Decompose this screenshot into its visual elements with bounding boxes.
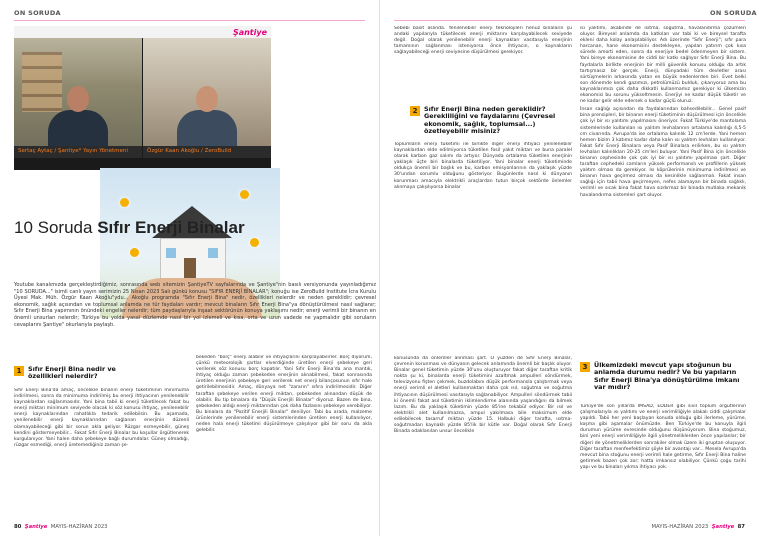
santiye-logo: Şantiye xyxy=(232,28,267,37)
page-number: 87 xyxy=(737,524,745,530)
question-2 xyxy=(410,106,568,136)
top-rule xyxy=(14,20,365,21)
body-text: Sebebi basit aslında. Yenilenebilir enerji teknolojileri henüz binaların şu andaki yapılarıyla tüketilecek enerji miktarını karşılayabilecek seviyede değil. Doğal olarak yenilenebilir enerji kaynakları vasıtasıyla enerjinin tamamının sağlanması isteniyorsa önce ihtiyacın, o kaynakların sağlayabileceği enerji seviyesine düşürülmesi gerekiyor. xyxy=(394,26,572,56)
video-thumbnail xyxy=(14,26,271,170)
title-bold: Sıfır Enerji Binalar xyxy=(97,218,245,237)
energy-pin-icon xyxy=(130,248,139,257)
video-tile-host xyxy=(14,38,142,158)
body-text: konusunda da önlemler alınması şart. O yüzden de Sıfır Enerji Binalar, çevrenin korunması ve dünyanın gelecek anlamında önemli bir başlık oluyor. Binalar genel tüketimin yüzde 30'unu oluşturuyor fakat diğer taraftan kritik nokta şu ki, binalarda enerji tüketimini azaltmak ampulleri söndürmek, televizyonu fişten çekmek, buzdolabını düşük performansla çalıştırmak veya enerji verimli el aletleri kullanmaktan daha çok ısıl, soğutma ve soğutma ihtiyacının düşürülmesi vasıtasıyla sağlanabiliyor. Ampulleri söndürmek tabii ki önemli fakat asıl tüketimin iklimlendirme alanında yaşandığını da bilmek lazım. Bu da yaklaşık tüketimin yüzde 85'ine tekabül ediyor. Bir ısıl ve elektrikli alet kullanılmazsa, ampul yakılmasa bile maksimum elde edilebilecek tasarruf miktarı yüzde 15. Halbuki diğer tarafta, ısıtma-soğutmadan kaynaklı yüzde 85'lik bir kütle var. Doğal olarak Sıfır Enerji Binada odaklanılan unsur öncelikle xyxy=(394,356,572,435)
question-3 xyxy=(580,362,746,392)
left-footer xyxy=(14,524,108,530)
top-rule xyxy=(394,20,745,21)
body-text: İnsan sağlığı açısından da faydalarından bahsedilebilir... Genel pasif bina prensipleri, bir binanın enerji tüketiminin düşürülmesi için öncelikle çok iyi bir ısı yalıtımı yapılmasını öneriyor. Fakat Türkiye'de mantolama sistemlerinde kullanılan ısı yalıtım levhalarının ortalama kalınlığı 4,5-5 cm civarında. Avrupa'da ise ortalama kalınlık 12 cm'lerde. Yani hemen hemen bizim 3 katımız kadar daha kalın ısı yalıtım levhaları kullanılıyor. Fakat Sıfır Enerji Binalara veya Pasif Binalara erilirken, bu ısı yalıtım levhaları kalınlıkları 20-25 cm'leri buluyor. Yani Pasif Bina için öncelikle binanın cephesinde çok çok iyi bir ısı yalıtımı yapılması şart. Diğer taraftan cephedeki camların yüksek performanslı ve profillerin yüksek yalıtım olması da gerekiyor. Isı köprülerinin minimuma indirilmesi ve binanın hava geçirmez olması da kesinlikle sağlanmalı. Fakat insan sağlığı için tabii hava geçirmeyen, nefes alamayan bir binada sağlıklı, verimli ve sıcak bina fakat hava sızdırmaz bir binada mutlaka mekanik havalandırma sistemleri şart oluyor. xyxy=(580,107,746,198)
body-text: ısı yalıtımı, akabinde de ısıtma, soğutma, havalandırma çözümleri oluyor. Bireysel anlamda da katkıları var tabi ki ve bireysel tarafta ekleni daha kolay anlaşılabiliyor. Adı üzerinde "Sıfır Enerji"; sıfır para harcanan, hane ekonomisini destekleyen, yapılan yatırım çok kısa sürede amorti eden, sonra da enerjiye bedel ödenmeyen bir sistem. Yani bireye ekonomisine de ciddi bir katkı sağlıyor Sıfır Enerji Bina. Bu faydalarla birlikte enerjinin bir milli güvenlik konusu olduğu da artık tartışmasız bir gerçek. Enerji, dünyadaki tüm devletler arası sürtüşmelerin arkasında yatan en büyük nedenlerden biri. Evet belki son dönemde kendi gazımızı, petrolümüzü bulduk, çıkarıyoruz ama bu kaynaklarımızı çok daha dikkatli kullanmamız gerekiyor ki ülkemizin ekonomisi bu sorunu yükseltmesin. Enerjiyi ne kadar düşük tüketir ve ne kadar gelir elde edersek o kadar güçlü oluruz. xyxy=(580,26,746,105)
guest-name: Özgür Kaan Akoğlu / ZeroBuild xyxy=(147,148,232,154)
right-col1-top xyxy=(394,26,572,84)
article-title xyxy=(14,218,245,238)
section-tag: ON SORUDA xyxy=(14,9,61,17)
host-name-bar xyxy=(14,146,142,158)
right-col2-bottom xyxy=(580,404,746,512)
question-number: 3 xyxy=(580,362,590,372)
section-tag: ON SORUDA xyxy=(710,9,757,17)
intro-text: Youtube kanalımızda gerçekleştirdiğimiz, sonrasında web sitemizin ŞantiyeTV sayfalarında ve Şantiye"nin basılı versiyonunda yayınladığımız "10 SORUDA..." isimli canlı yayın serimizin 25 Nisan 2023 Salı günkü konusu "SIFIR ENERJİ BİNALAR"; konuğu ise ZeroBuild Institute İcra Kurulu Üyesi Mak. Müh. Özgür Kaan Akoğlu"ydu... Akoğlu programda "Sıfır Enerji Bina" nedir, özellikleri nelerdir ve neden gereklidir; çevresel ekonomik, sağlık açısından ve toplumsal anlamda ne tür faydaları vardır; mevcut binaların Sıfır Enerji Bina"ya dönüştürülmesi nasıl sağlanır; Sıfır Enerji Bina yapımının önündeki engeller nelerdir; tüm paydaşlarıyla inşaat sektörünün konuya yaklaşımı nedir; enerji verimli bir binanın en önemli unsurları nelerdir; Türkiye bu yolda yasal düzlemde nasıl bir yol izlemeli ve kısa, orta ve uzun vadede ne yapmalıdır gibi soruların cevaplarını Şantiye" okurlarıyla paylaştı. xyxy=(14,282,376,328)
question-text: Sıfır Enerji Bina nedir ve özellikleri nelerdir? xyxy=(28,365,116,381)
host-name: Sertaç Aytaç / Şantiye* Yayın Yönetmeni xyxy=(18,148,128,154)
right-col1-mid xyxy=(394,142,572,242)
title-light: 10 Soruda xyxy=(14,218,93,237)
left-column-text xyxy=(14,388,189,510)
footer-date: MAYIS-HAZİRAN 2023 xyxy=(651,524,709,530)
question-1 xyxy=(14,366,124,381)
house-window xyxy=(208,248,218,258)
right-footer xyxy=(651,524,745,530)
middle-column-text xyxy=(196,355,372,510)
question-text: Sıfır Enerji Bina neden gereklidir? Gerekliliğini ve faydalarını (Çevresel ekonomik, sağlık, toplumsal...) özetleyebilir misiniz? xyxy=(424,105,556,136)
page-number: 80 xyxy=(14,524,22,530)
energy-pin-icon xyxy=(240,190,249,199)
energy-pin-icon xyxy=(120,198,129,207)
footer-date: MAYIS-HAZİRAN 2023 xyxy=(50,524,108,530)
intro-paragraph xyxy=(14,282,376,330)
question-number: 2 xyxy=(410,106,420,116)
body-text: Sıfır Enerji Bina'da amaç, öncelikle binanın enerji tüketiminin minimuma indirilmesi, sonra da minimuma indirilmiş bu enerji ihtiyacının yenilenebilir kaynaklardan sağlanmasıdır. Yani bina tabii ki enerji tüketilecek fakat bu enerji miktarı minimum seviyede olacak ki söz konusu ihtiyaç, yenilenebilir enerji kaynaklarından rahatlıkla tedarik edilebilsin. Bu aşamada, yenilenebilir enerji kaynaklarından sağlanan enerjinin düzenli olamayabileceği gibi bir sorun akla geliyor. Rüzgar esmeyebilir, güneş kendini göstermeyebilir... Fakat Sıfır Enerji Binalar bu koşullar örgütlenerek kurgulanıyor. Yani halen daha şebekeye bağlı durumdalar. Güneş olmadığı, rüzgar esmediği, enerji üretemediğiniz zaman şe- xyxy=(14,388,189,448)
energy-pin-icon xyxy=(250,238,259,247)
guest-name-bar xyxy=(143,146,271,158)
right-col1-bottom xyxy=(394,356,572,510)
left-page xyxy=(0,0,379,536)
video-tile-guest xyxy=(143,38,271,158)
footer-brand: Şantiye xyxy=(24,524,48,530)
body-text: bekeden "borç" enerji alabilir ve ihtiyaçlarını karşılayabilirler. Borç diyorum, çünkü meteorolojik şartlar elverdiğinde üretilen enerji şebekeye geri verilerek söz konusu borç kapatılır. Yani Sıfır Enerji Bina'da ana mantık, ihtiyaç olduğu zaman şebekeden enerjinin alınabilmesi, fakat sonrasında üretilen enerjinin şebekeye geri verilerek net enerji bilançosunun sıfır hale getirilebilmesidir. Amaç, dünyaya net "zararın" sıfıra indirilmesidir. Diğer taraftan şebekeye verilen enerji miktarı, şebekeden alınandan düşük de olabilir. Bu tip binalara da "Düşük Enerjili Binalar" diyoruz. Bazen de bina, şebekeden aldığı enerji miktarından çok daha fazlasını şebekeye verebiliyor. Bu binalara da "Pozitif Enerjili Binalar" deniliyor. Tabi bu arada, malzeme ürünlerinde yenilenebilir enerji sistemlerinden üretilen enerji kullanılıyor, neden hala enerji tüketimi düşürülmeye çalışılıyor gibi bir soru da akla gelebilir. xyxy=(196,355,372,434)
body-text: Toplumların enerji tüketimi ile birlikte diğer enerji ihtiyacı yenilenebilir kaynaklardan elde edilmiyorsa tüketilen fosil yakıt miktarı ve buna paralel olarak karbon gaz salımı da artıyor. Dünyada ortalama tüketilen enerjinin yaklaşık üçte biri binalarda tüketiliyor. Yani binalar enerji tüketiminde oldukça önemli bir başlık ve bu, karbon emisyonlarının da yaklaşık yüzde 30'undan sorumlu olduğunu gösteriyor. Bugünlerde nasıl ki dünyanın korunması amacıyla elektrikli araçlardan tutun birçok sektörde önlemler alınmaya çalışılıyorsa binalar xyxy=(394,142,572,190)
question-text: Ülkemizdeki mevcut yapı stoğunun bu anlamda durumu nedir? Ve bu yapıların Sıfır Enerji Bina'ya dönüştürülme imkanı var mıdır? xyxy=(594,361,740,392)
house-window xyxy=(166,248,176,258)
question-number: 1 xyxy=(14,366,24,376)
body-text: Türkiye'de son yıllarda IMSAD, EDDER gibi sivil toplum örgütlerinin çalışmalarıyla ısı yalıtımı ve enerji verimliliğiyle alakalı ciddi çalışmalar yapıldı. Tabii her yeni başlayan konuda olduğu gibi ilerleme, yürüme, koşma gibi aşamalar önümüzde. Ben Türkiye'de bu konuyla ilgili durumun yürüme evresinde olduğunu düşünüyorum. Bina stoğumuz, bini yeni enerji verimliliğiyle ilgili yönetmeliklerden önce yapılanlar; bir diğeri de yönetmeliklerden sonrakiler olmak üzere iki gruptan oluşuyor. Diğer taraftan menfeefektimiz şöyle bir avantajı var... Mesela Avrupa'da mevcut bina stoğunu enerji verimli hale getirme, Sıfır Enerji Bina haline getirmek bazen çok zor; hatta imkansız olabiliyor. Çünkü çoğu tarihi yapı ve bu binaları yıkma ihtiyacı yok. xyxy=(580,404,746,470)
right-page xyxy=(380,0,759,536)
right-col2-top xyxy=(580,26,746,336)
footer-brand: Şantiye xyxy=(711,524,735,530)
